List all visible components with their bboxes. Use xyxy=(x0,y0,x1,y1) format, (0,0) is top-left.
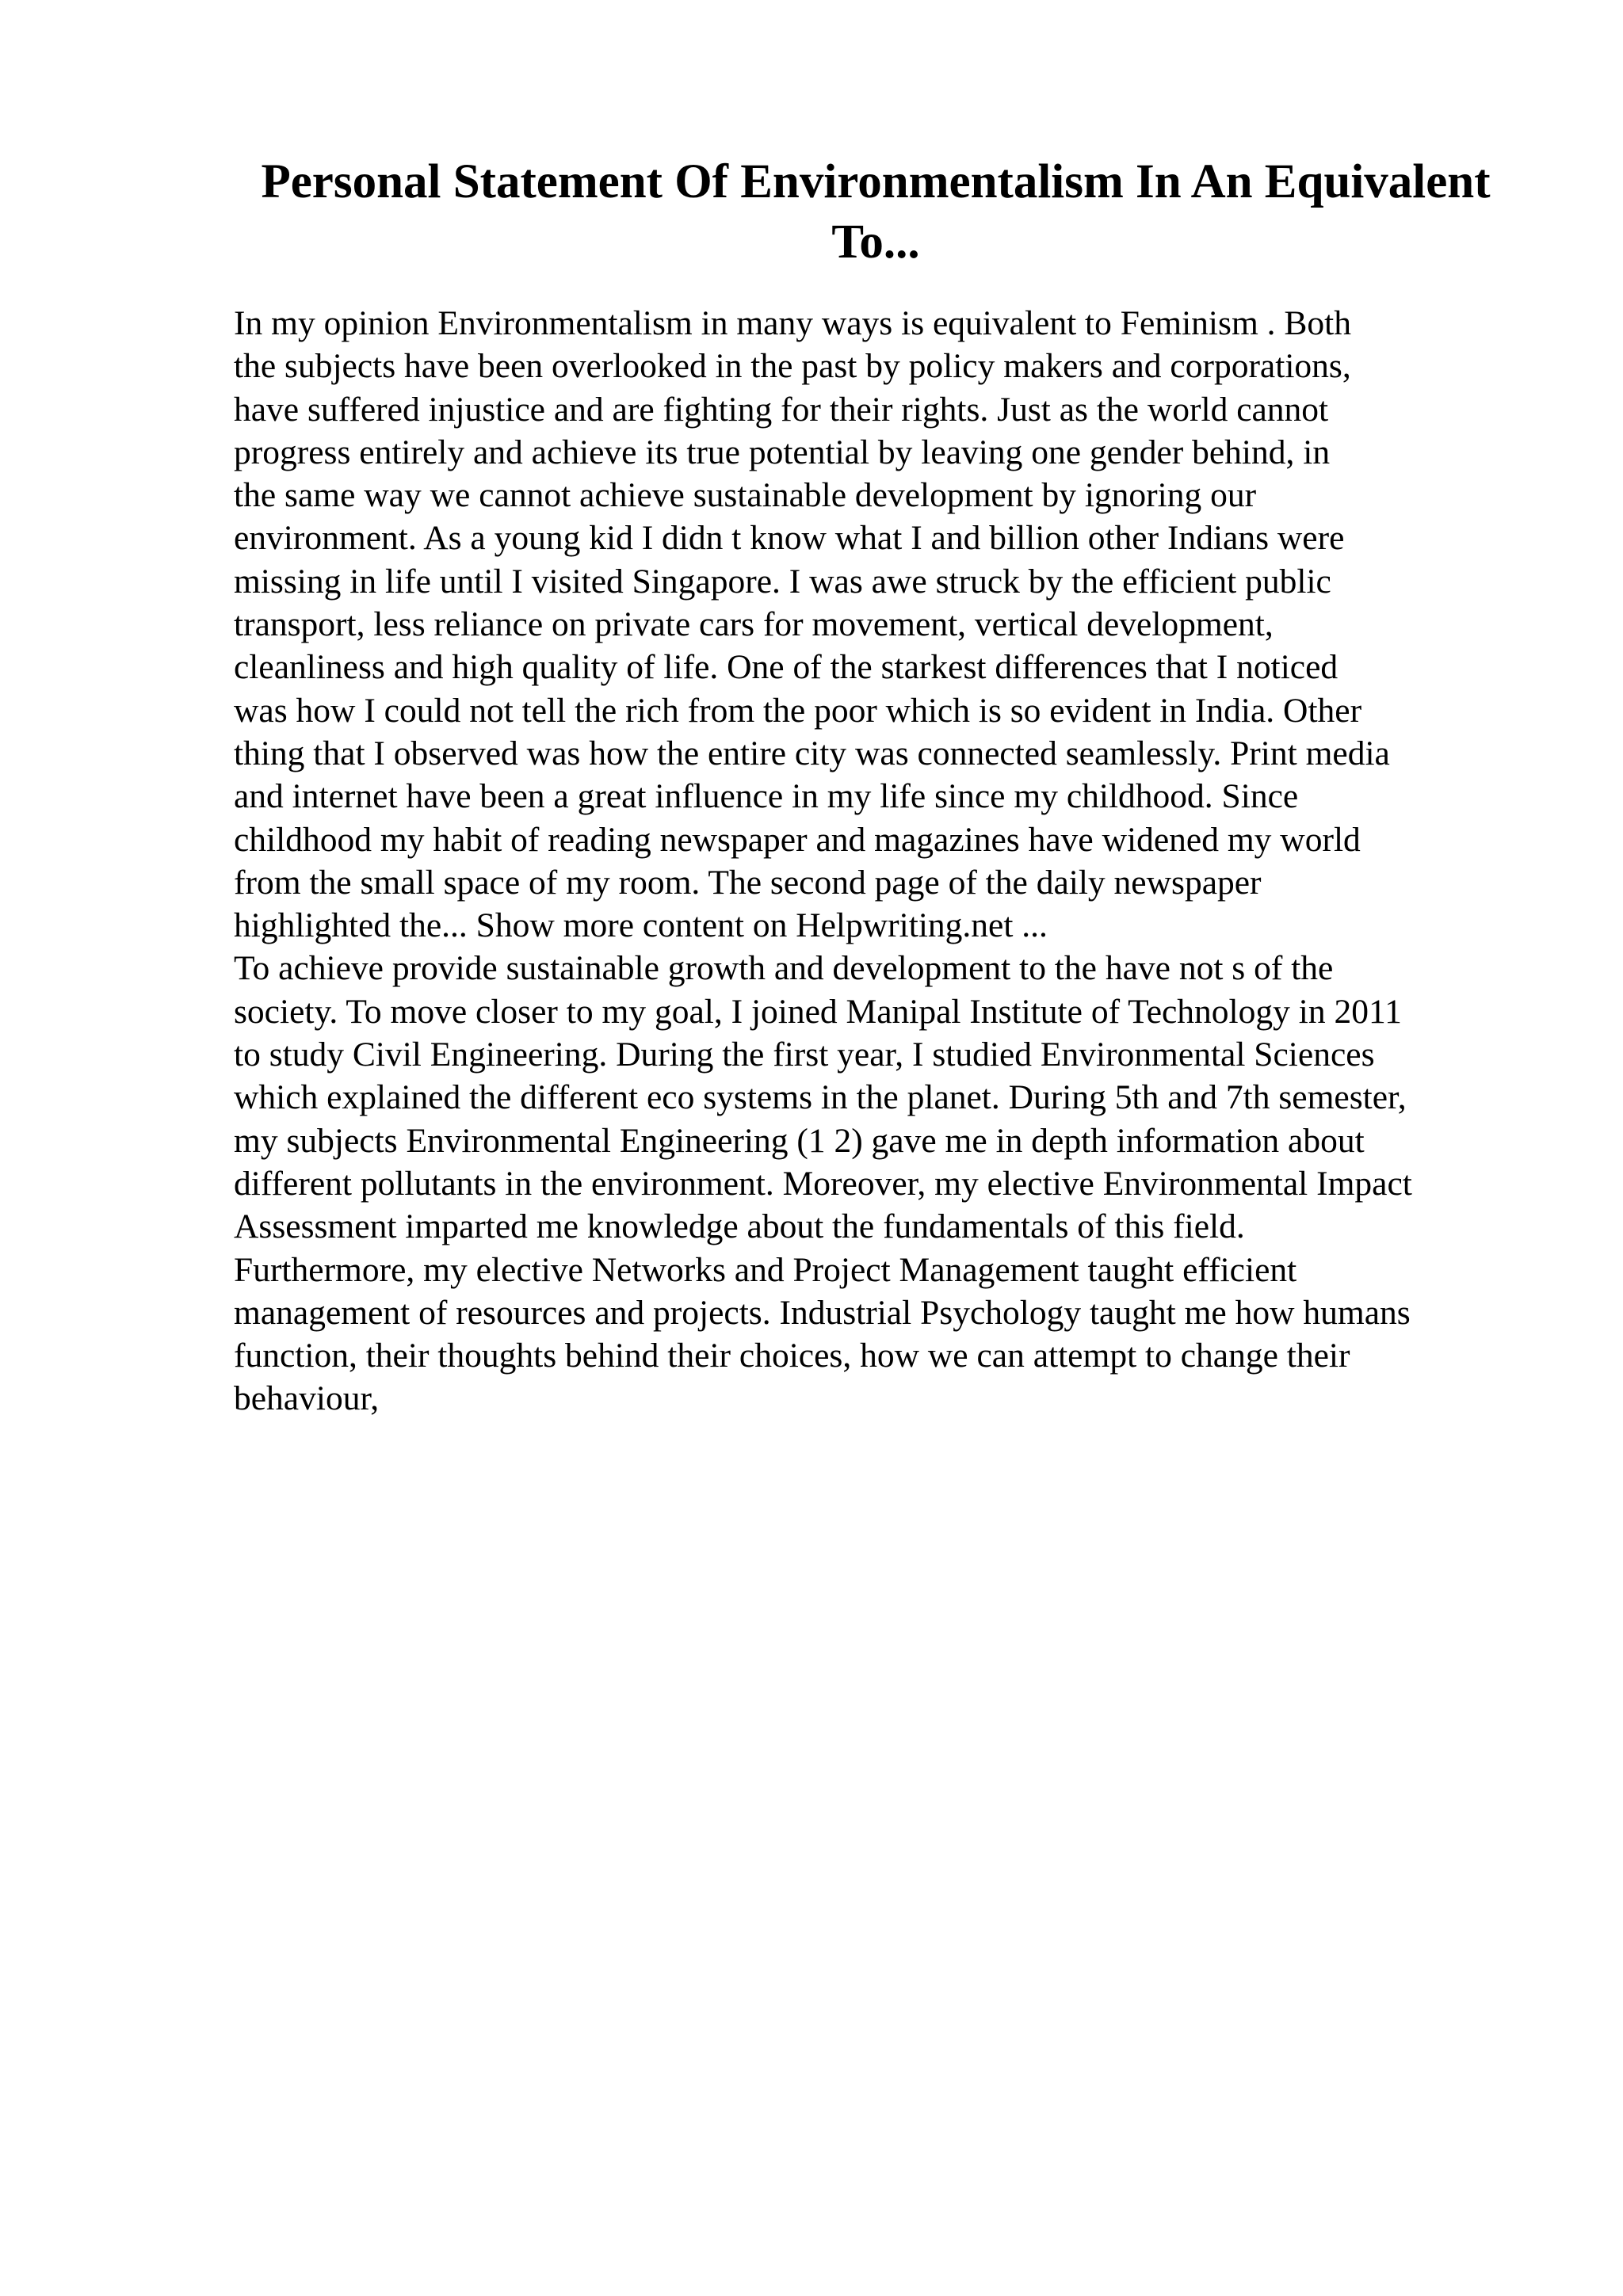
body-line: environment. As a young kid I didn t know what I and billion other Indians were xyxy=(234,519,1345,558)
body-line: To achieve provide sustainable growth and development to the have not s of the xyxy=(234,949,1334,988)
body-line: to study Civil Engineering. During the first year, I studied Environmental Sciences xyxy=(234,1035,1375,1074)
body-line: which explained the different eco systems in the planet. During 5th and 7th semester, xyxy=(234,1078,1407,1117)
body-line: society. To move closer to my goal, I joined Manipal Institute of Technology in 2011 xyxy=(234,992,1402,1031)
body-line: thing that I observed was how the entire city was connected seamlessly. Print media xyxy=(234,734,1390,772)
body-line: Assessment imparted me knowledge about the fundamentals of this field. xyxy=(234,1207,1245,1246)
body-line: management of resources and projects. Industrial Psychology taught me how humans xyxy=(234,1293,1411,1332)
body-line: function, their thoughts behind their choices, how we can attempt to change their xyxy=(234,1337,1350,1375)
title-line: To... xyxy=(831,215,920,269)
body-line: childhood my habit of reading newspaper and magazines have widened my world xyxy=(234,820,1361,859)
body-line: from the small space of my room. The second page of the daily newspaper xyxy=(234,863,1262,902)
body-line: was how I could not tell the rich from the poor which is so evident in India. Other xyxy=(234,691,1362,730)
title-line: Personal Statement Of Environmentalism In An Equivalent xyxy=(261,155,1491,208)
body-line: my subjects Environmental Engineering (1 2) gave me in depth information about xyxy=(234,1121,1365,1160)
body-line: highlighted the... Show more content on Helpwriting.net ... xyxy=(234,906,1048,945)
body-line: different pollutants in the environment. Moreover, my elective Environmental Impact xyxy=(234,1164,1412,1203)
body-line: behaviour, xyxy=(234,1379,380,1418)
body-line: progress entirely and achieve its true potential by leaving one gender behind, in xyxy=(234,433,1331,471)
document-body xyxy=(234,302,1533,1421)
body-line: and internet have been a great influence in my life since my childhood. Since xyxy=(234,777,1299,816)
body-line: the same way we cannot achieve sustainable development by ignoring our xyxy=(234,476,1257,515)
body-line: In my opinion Environmentalism in many ways is equivalent to Feminism . Both xyxy=(234,304,1352,342)
body-line: transport, less reliance on private cars for movement, vertical development, xyxy=(234,605,1274,644)
body-line: Furthermore, my elective Networks and Project Management taught efficient xyxy=(234,1250,1297,1289)
document-title xyxy=(230,152,1522,273)
body-line: the subjects have been overlooked in the past by policy makers and corporations, xyxy=(234,347,1351,386)
body-line: missing in life until I visited Singapore. I was awe struck by the efficient public xyxy=(234,562,1331,601)
body-line: have suffered injustice and are fighting for their rights. Just as the world cannot xyxy=(234,390,1329,429)
body-line: cleanliness and high quality of life. One of the starkest differences that I noticed xyxy=(234,648,1338,687)
